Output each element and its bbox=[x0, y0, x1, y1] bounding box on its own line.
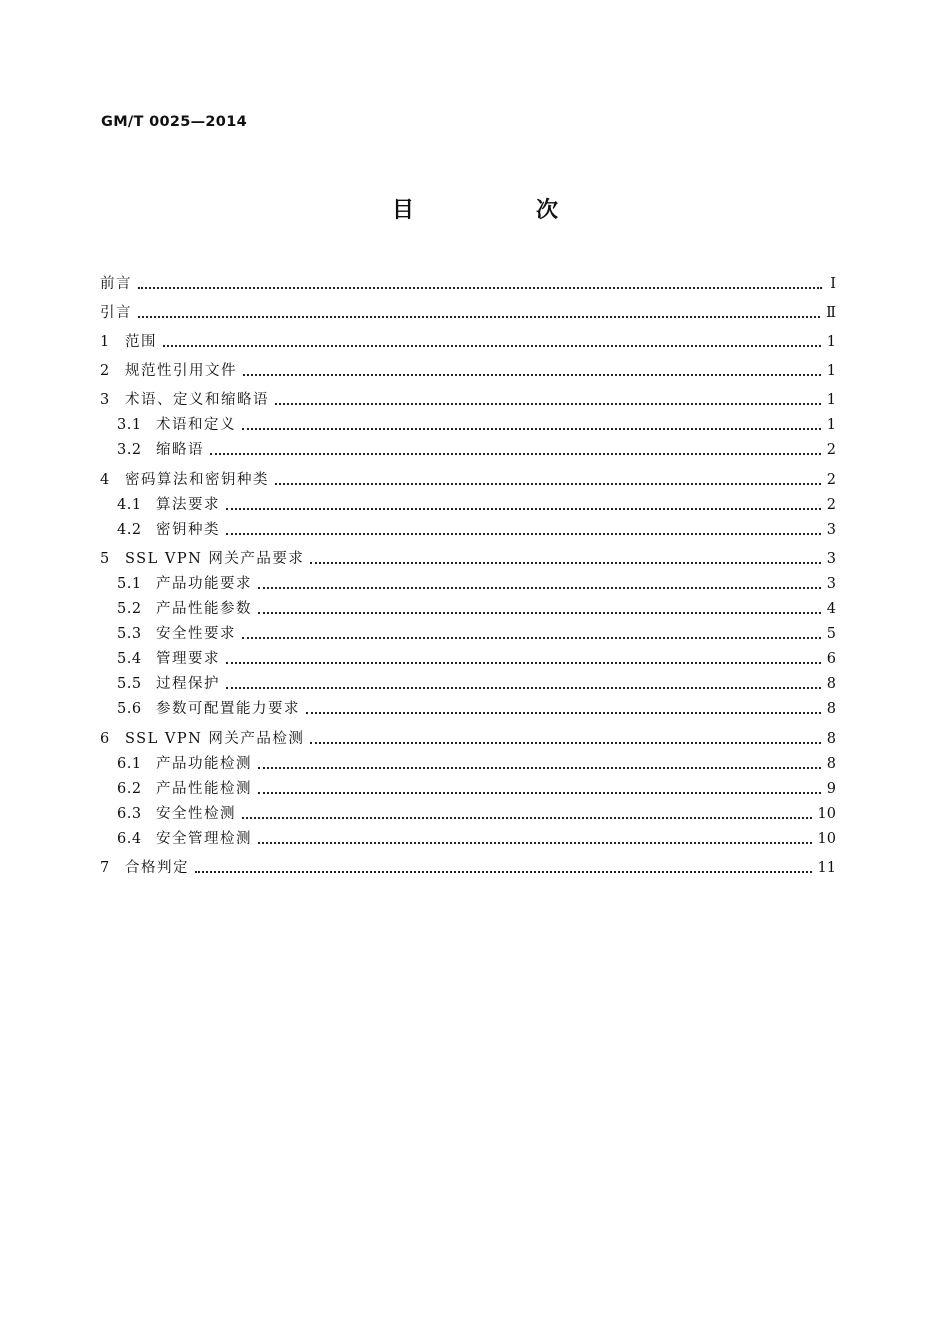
toc-entry-page: 10 bbox=[817, 806, 836, 822]
toc-entry-page: 1 bbox=[826, 334, 836, 350]
toc-entry-page: 3 bbox=[826, 576, 836, 592]
toc-leader-dots bbox=[210, 453, 821, 455]
toc-entry-label: SSL VPN 网关产品检测 bbox=[125, 731, 305, 747]
toc-entry-page: Ⅰ bbox=[830, 276, 836, 292]
toc-entry[interactable] bbox=[117, 803, 836, 825]
toc-entry-label: 密码算法和密钥种类 bbox=[125, 472, 269, 488]
toc-entry-label: 管理要求 bbox=[156, 651, 220, 667]
toc-entry-number: 4.1 bbox=[117, 497, 142, 513]
toc-entry-page: 1 bbox=[826, 363, 836, 379]
toc-entry[interactable] bbox=[100, 857, 836, 879]
toc-entry-number: 4 bbox=[100, 472, 110, 488]
toc-entry-number: 6.1 bbox=[117, 756, 142, 772]
toc-leader-dots bbox=[275, 483, 821, 485]
toc-entry-page: 8 bbox=[826, 701, 836, 717]
toc-entry-page: 2 bbox=[826, 497, 836, 513]
standard-code: GM/T 0025—2014 bbox=[101, 114, 247, 130]
toc-entry-label: 安全管理检测 bbox=[156, 831, 252, 847]
toc-leader-dots bbox=[310, 562, 820, 564]
toc-entry-page: 3 bbox=[826, 522, 836, 538]
toc-entry-number: 5.1 bbox=[117, 576, 142, 592]
toc-entry-label: 前言 bbox=[100, 276, 132, 292]
toc-entry-page: 3 bbox=[826, 551, 836, 567]
toc-leader-dots bbox=[242, 428, 821, 430]
toc-entry[interactable] bbox=[117, 573, 836, 595]
toc-entry-number: 5.6 bbox=[117, 701, 142, 717]
toc-entry-page: 8 bbox=[826, 731, 836, 747]
toc-entry[interactable] bbox=[117, 753, 836, 775]
toc-leader-dots bbox=[226, 533, 821, 535]
toc-leader-dots bbox=[226, 662, 821, 664]
toc-entry-number: 3 bbox=[100, 392, 110, 408]
toc-entry-label: 安全性要求 bbox=[156, 626, 236, 642]
toc-entry[interactable] bbox=[117, 519, 836, 541]
toc-entry-label: 规范性引用文件 bbox=[125, 363, 237, 379]
toc-entry[interactable] bbox=[100, 273, 836, 295]
toc-entry-number: 3.2 bbox=[117, 442, 142, 458]
toc-leader-dots bbox=[226, 508, 821, 510]
toc-entry[interactable] bbox=[117, 598, 836, 620]
toc-entry-label: 合格判定 bbox=[125, 860, 189, 876]
toc-entry-label: 密钥种类 bbox=[156, 522, 220, 538]
toc-entry-label: 产品功能要求 bbox=[156, 576, 252, 592]
toc-entry-number: 6.3 bbox=[117, 806, 142, 822]
toc-leader-dots bbox=[275, 403, 821, 405]
toc-entry-page: 8 bbox=[826, 756, 836, 772]
toc-entry-label: 过程保护 bbox=[156, 676, 220, 692]
toc-leader-dots bbox=[138, 287, 822, 289]
toc-entry-label: 范围 bbox=[125, 334, 157, 350]
toc-leader-dots bbox=[163, 345, 821, 347]
toc-entry[interactable] bbox=[117, 828, 836, 850]
toc-entry-page: 11 bbox=[817, 860, 836, 876]
toc-entry-page: 5 bbox=[826, 626, 836, 642]
toc-leader-dots bbox=[258, 767, 821, 769]
toc-entry-label: 产品功能检测 bbox=[156, 756, 252, 772]
toc-entry-label: 术语、定义和缩略语 bbox=[125, 392, 269, 408]
toc-entry-page: Ⅱ bbox=[826, 305, 836, 321]
toc-leader-dots bbox=[310, 742, 820, 744]
toc-entry-number: 6.2 bbox=[117, 781, 142, 797]
toc-leader-dots bbox=[306, 712, 821, 714]
table-of-contents bbox=[100, 0, 836, 1344]
toc-entry[interactable] bbox=[117, 648, 836, 670]
toc-entry-page: 2 bbox=[826, 472, 836, 488]
toc-entry-number: 5.3 bbox=[117, 626, 142, 642]
toc-entry-label: 缩略语 bbox=[156, 442, 204, 458]
toc-entry[interactable] bbox=[117, 673, 836, 695]
toc-leader-dots bbox=[258, 842, 812, 844]
toc-entry-page: 6 bbox=[826, 651, 836, 667]
toc-entry-page: 2 bbox=[826, 442, 836, 458]
toc-entry-number: 4.2 bbox=[117, 522, 142, 538]
toc-entry[interactable] bbox=[100, 302, 836, 324]
toc-entry-label: 安全性检测 bbox=[156, 806, 236, 822]
toc-entry-number: 5.2 bbox=[117, 601, 142, 617]
toc-entry-label: 产品性能参数 bbox=[156, 601, 252, 617]
toc-entry-number: 3.1 bbox=[117, 417, 142, 433]
toc-entry-page: 10 bbox=[817, 831, 836, 847]
toc-leader-dots bbox=[258, 612, 821, 614]
toc-entry-label: 引言 bbox=[100, 305, 132, 321]
toc-leader-dots bbox=[242, 817, 812, 819]
toc-entry-number: 6.4 bbox=[117, 831, 142, 847]
toc-entry[interactable] bbox=[100, 469, 836, 491]
toc-leader-dots bbox=[243, 374, 821, 376]
toc-entry-number: 5 bbox=[100, 551, 110, 567]
toc-entry-page: 1 bbox=[826, 417, 836, 433]
toc-leader-dots bbox=[242, 637, 821, 639]
toc-entry-label: 术语和定义 bbox=[156, 417, 236, 433]
toc-entry-page: 1 bbox=[826, 392, 836, 408]
toc-entry[interactable] bbox=[100, 548, 836, 570]
toc-entry-number: 6 bbox=[100, 731, 110, 747]
toc-title: 目 次 bbox=[391, 198, 608, 223]
toc-entry[interactable] bbox=[100, 389, 836, 411]
toc-entry-number: 2 bbox=[100, 363, 110, 379]
toc-entry-page: 9 bbox=[826, 781, 836, 797]
toc-entry[interactable] bbox=[100, 360, 836, 382]
toc-entry-number: 5.5 bbox=[117, 676, 142, 692]
toc-entry-label: 产品性能检测 bbox=[156, 781, 252, 797]
toc-entry-label: SSL VPN 网关产品要求 bbox=[125, 551, 305, 567]
toc-entry-label: 参数可配置能力要求 bbox=[156, 701, 300, 717]
toc-entry[interactable] bbox=[117, 623, 836, 645]
toc-entry-page: 4 bbox=[826, 601, 836, 617]
toc-entry[interactable] bbox=[117, 778, 836, 800]
toc-leader-dots bbox=[138, 316, 820, 318]
toc-leader-dots bbox=[195, 871, 812, 873]
toc-leader-dots bbox=[258, 792, 821, 794]
toc-entry[interactable] bbox=[117, 414, 836, 436]
toc-entry-number: 7 bbox=[100, 860, 110, 876]
toc-entry-page: 8 bbox=[826, 676, 836, 692]
toc-entry-number: 1 bbox=[100, 334, 110, 350]
toc-entry[interactable] bbox=[117, 494, 836, 516]
toc-entry[interactable] bbox=[117, 439, 836, 461]
toc-entry[interactable] bbox=[100, 728, 836, 750]
toc-leader-dots bbox=[258, 587, 821, 589]
toc-entry[interactable] bbox=[100, 331, 836, 353]
toc-entry-number: 5.4 bbox=[117, 651, 142, 667]
toc-entry[interactable] bbox=[117, 698, 836, 720]
toc-leader-dots bbox=[226, 687, 821, 689]
toc-entry-label: 算法要求 bbox=[156, 497, 220, 513]
